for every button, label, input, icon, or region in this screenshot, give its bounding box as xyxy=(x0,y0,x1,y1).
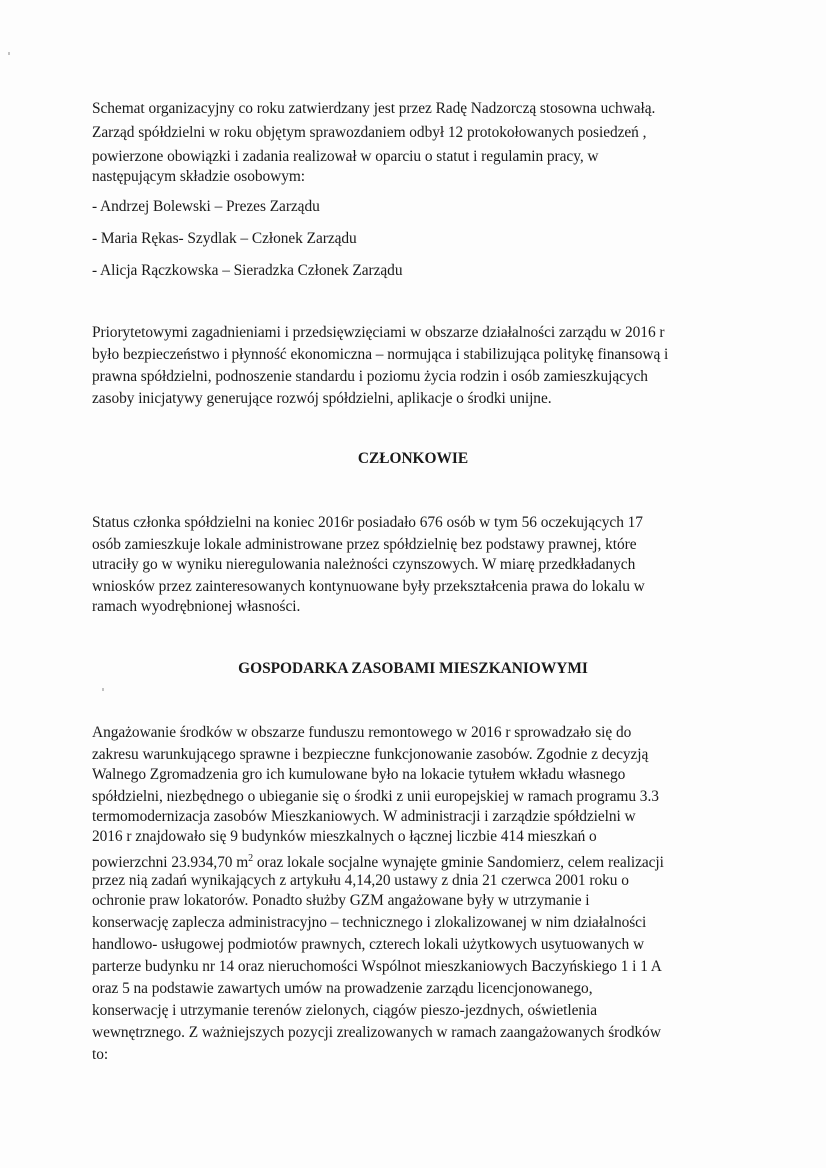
intro-line: następującym składzie osobowym: xyxy=(92,168,306,185)
members-line: Status członka spółdzielni na koniec 2016r posiadało 676 osób w tym 56 oczekujących 17 xyxy=(92,514,643,531)
housing-line: wewnętrznego. Z ważniejszych pozycji zrealizowanych w ramach zaangażowanych środków xyxy=(92,1024,661,1041)
housing-line: Angażowanie środków w obszarze funduszu remontowego w 2016 r sprowadzało się do xyxy=(92,724,632,741)
housing-line: spółdzielni, niezbędnego o ubieganie się o środki z unii europejskiej w ramach programu 3.3 xyxy=(92,788,659,805)
members-line: osób zamieszkuje lokale administrowane przez spółdzielnię bez podstawy prawnej, które xyxy=(92,536,637,553)
members-line: utraciły go w wyniku nieregulowania należności czynszowych. W miarę przedkładanych xyxy=(92,556,636,573)
priorities-line: Priorytetowymi zagadnieniami i przedsięwzięciami w obszarze działalności zarządu w 2016 r xyxy=(92,324,665,341)
intro-line: Zarząd spółdzielni w roku objętym sprawozdaniem odbył 12 protokołowanych posiedzeń , xyxy=(92,124,647,141)
area-text-before: powierzchni 23.934,70 m xyxy=(92,854,249,872)
scan-speck xyxy=(102,688,104,691)
priorities-line: prawna spółdzielni, podnoszenie standardu i poziomu życia rodzin i osób zamieszkujących xyxy=(92,368,648,385)
section-heading-members: CZŁONKOWIE xyxy=(357,450,469,467)
housing-line: oraz 5 na podstawie zawartych umów na prowadzenie zarządu licencjonowanego, xyxy=(92,980,593,997)
area-superscript: 2 xyxy=(248,853,254,864)
housing-line: zakresu warunkującego sprawne i bezpieczne funkcjonowanie zasobów. Zgodnie z decyzją xyxy=(92,746,649,763)
scan-speck xyxy=(8,52,10,55)
board-member-item: - Andrzej Bolewski – Prezes Zarządu xyxy=(92,198,320,215)
housing-line: handlowo- usługowej podmiotów prawnych, czterech lokali użytkowych usytuowanych w xyxy=(92,936,645,953)
housing-line: termomodernizacja zasobów Mieszkaniowych. W administracji i zarządzie spółdzielni w xyxy=(92,808,636,825)
housing-line: parterze budynku nr 14 oraz nieruchomości Wspólnot mieszkaniowych Baczyńskiego 1 i 1 A xyxy=(92,958,662,975)
housing-line: Walnego Zgromadzenia gro ich kumulowane było na lokacie tytułem wkładu własnego xyxy=(92,766,626,783)
board-member-item: - Maria Rękas- Szydlak – Członek Zarządu xyxy=(92,230,357,247)
intro-line: powierzone obowiązki i zadania realizował w oparciu o statut i regulamin pracy, w xyxy=(92,148,599,165)
area-text-after: oraz lokale socjalne wynajęte gminie Sandomierz, celem realizacji xyxy=(253,854,664,872)
priorities-line: było bezpieczeństwo i płynność ekonomiczna – normująca i stabilizująca politykę finansową i xyxy=(92,346,669,363)
housing-line: to: xyxy=(92,1046,109,1063)
housing-line: ochronie praw lokatorów. Ponadto służby GZM angażowane były w utrzymanie i xyxy=(92,892,590,909)
section-heading-housing: GOSPODARKA ZASOBAMI MIESZKANIOWYMI xyxy=(238,660,588,677)
housing-line: przez nią zadań wynikających z artykułu 4,14,20 ustawy z dnia 21 czerwca 2001 roku o xyxy=(92,872,629,889)
housing-line: 2016 r znajdowało się 9 budynków mieszkalnych o łącznej liczbie 414 mieszkań o xyxy=(92,828,597,845)
housing-line: konserwację i utrzymanie terenów zielonych, ciągów pieszo-jezdnych, oświetlenia xyxy=(92,1002,598,1019)
members-line: wniosków przez zainteresowanych kontynuowane były przekształcenia prawa do lokalu w xyxy=(92,578,645,595)
board-member-item: - Alicja Rączkowska – Sieradzka Członek Zarządu xyxy=(92,262,403,279)
priorities-line: zasoby inicjatywy generujące rozwój spółdzielni, aplikacje o środki unijne. xyxy=(92,390,552,407)
intro-line: Schemat organizacyjny co roku zatwierdzany jest przez Radę Nadzorczą stosowna uchwałą. xyxy=(92,100,656,117)
members-line: ramach wyodrębnionej własności. xyxy=(92,598,301,615)
housing-line: konserwację zaplecza administracyjno – technicznego i zlokalizowanej w nim działalności xyxy=(92,914,647,931)
